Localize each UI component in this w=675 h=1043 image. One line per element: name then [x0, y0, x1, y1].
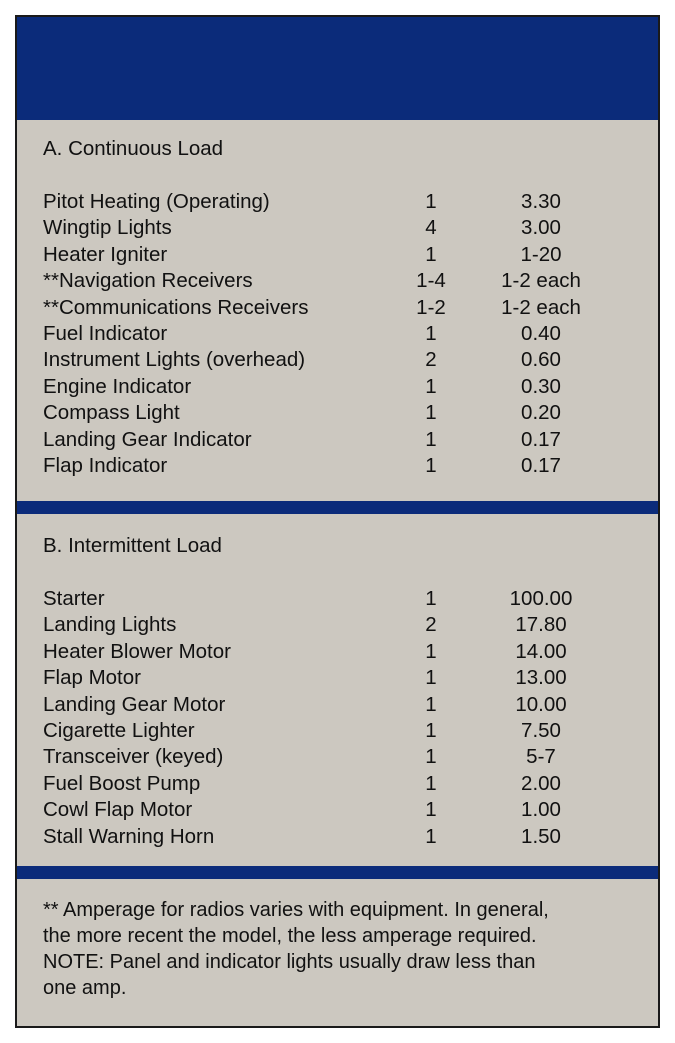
item-amperage: 0.30 — [521, 374, 561, 398]
item-amperage: 1-20 — [520, 242, 562, 266]
item-name: Pitot Heating (Operating) — [43, 190, 270, 213]
item-name: Wingtip Lights — [43, 216, 172, 240]
item-amperage: 17.80 — [515, 613, 567, 637]
footnote-line: the more recent the model, the less amperage required. — [43, 925, 537, 947]
item-amperage: 0.20 — [521, 401, 561, 425]
item-amperage: 10.00 — [515, 692, 567, 716]
item-amperage: 13.00 — [515, 666, 567, 690]
item-quantity: 1 — [425, 639, 437, 663]
footnote-line: NOTE: Panel and indicator lights usually draw less than — [43, 951, 536, 973]
item-name: Flap Indicator — [43, 454, 168, 477]
item-name: Instrument Lights (overhead) — [43, 348, 306, 372]
item-amperage: 2.00 — [521, 771, 561, 795]
item-name: Starter — [43, 587, 105, 610]
item-name: Stall Warning Horn — [43, 824, 215, 848]
item-amperage: 14.00 — [515, 639, 567, 663]
table-row — [17, 215, 658, 241]
item-name: Fuel Indicator — [43, 322, 168, 345]
item-name: Landing Lights — [43, 613, 177, 637]
footnote-line: one amp. — [43, 977, 127, 999]
item-quantity: 1 — [425, 824, 437, 848]
item-quantity: 1 — [425, 798, 437, 822]
section-divider — [17, 501, 658, 514]
section-divider — [17, 866, 658, 879]
footnote — [43, 897, 643, 1001]
table-row — [17, 692, 658, 718]
item-quantity: 1 — [425, 692, 437, 716]
table-row — [17, 665, 658, 691]
item-amperage: 5-7 — [526, 745, 556, 769]
item-quantity: 1 — [425, 771, 437, 795]
item-quantity: 1-2 — [416, 295, 446, 319]
item-quantity: 1 — [425, 242, 437, 266]
table-row — [17, 242, 658, 268]
table-row — [17, 586, 658, 612]
item-amperage: 100.00 — [509, 587, 573, 610]
item-quantity: 1 — [425, 190, 437, 213]
item-name: Transceiver (keyed) — [43, 745, 224, 769]
item-name: Landing Gear Motor — [43, 692, 226, 716]
section-title-intermittent: B. Intermittent Load — [43, 534, 222, 557]
item-amperage: 3.00 — [521, 216, 561, 240]
item-name: **Navigation Receivers — [43, 269, 253, 293]
item-name: **Communications Receivers — [43, 295, 309, 319]
item-amperage: 7.50 — [521, 719, 561, 742]
item-quantity: 1 — [425, 745, 437, 769]
item-amperage: 0.40 — [521, 322, 561, 345]
item-quantity: 1 — [425, 374, 437, 398]
section-title-continuous: A. Continuous Load — [43, 137, 224, 160]
item-name: Heater Blower Motor — [43, 639, 231, 663]
table-row — [17, 295, 658, 321]
load-table-panel — [15, 15, 660, 1028]
item-amperage: 1-2 each — [501, 269, 581, 293]
item-quantity: 1 — [425, 666, 437, 690]
table-row — [17, 824, 658, 850]
item-amperage: 0.60 — [521, 348, 561, 372]
header-band — [17, 17, 658, 120]
item-name: Cigarette Lighter — [43, 719, 195, 742]
item-amperage: 1.00 — [521, 798, 561, 822]
table-row — [17, 797, 658, 823]
item-amperage: 1-2 each — [501, 295, 581, 319]
item-name: Heater Igniter — [43, 242, 168, 266]
table-row — [17, 771, 658, 797]
item-quantity: 1 — [425, 427, 437, 451]
item-quantity: 1 — [425, 719, 437, 742]
table-row — [17, 744, 658, 770]
table-row — [17, 639, 658, 665]
table-row — [17, 453, 658, 479]
footnote-line: ** Amperage for radios varies with equipment. In general, — [43, 899, 549, 921]
table-row — [17, 268, 658, 294]
item-quantity: 4 — [425, 216, 437, 240]
table-row — [17, 400, 658, 426]
table-row — [17, 427, 658, 453]
item-quantity: 1 — [425, 401, 437, 425]
item-name: Compass Light — [43, 401, 180, 425]
item-amperage: 0.17 — [521, 427, 561, 451]
item-quantity: 2 — [425, 613, 437, 637]
item-amperage: 1.50 — [521, 824, 561, 848]
table-row — [17, 718, 658, 744]
table-row — [17, 374, 658, 400]
item-quantity: 1-4 — [416, 269, 446, 293]
item-name: Engine Indicator — [43, 374, 192, 398]
item-quantity: 2 — [425, 348, 437, 372]
table-row — [17, 612, 658, 638]
item-amperage: 0.17 — [521, 454, 561, 477]
item-name: Landing Gear Indicator — [43, 427, 252, 451]
table-row — [17, 321, 658, 347]
item-quantity: 1 — [425, 454, 437, 477]
item-name: Cowl Flap Motor — [43, 798, 193, 822]
item-amperage: 3.30 — [521, 190, 561, 213]
item-quantity: 1 — [425, 587, 437, 610]
item-name: Fuel Boost Pump — [43, 771, 201, 795]
item-name: Flap Motor — [43, 666, 141, 690]
item-quantity: 1 — [425, 322, 437, 345]
table-row — [17, 189, 658, 215]
table-row — [17, 347, 658, 373]
